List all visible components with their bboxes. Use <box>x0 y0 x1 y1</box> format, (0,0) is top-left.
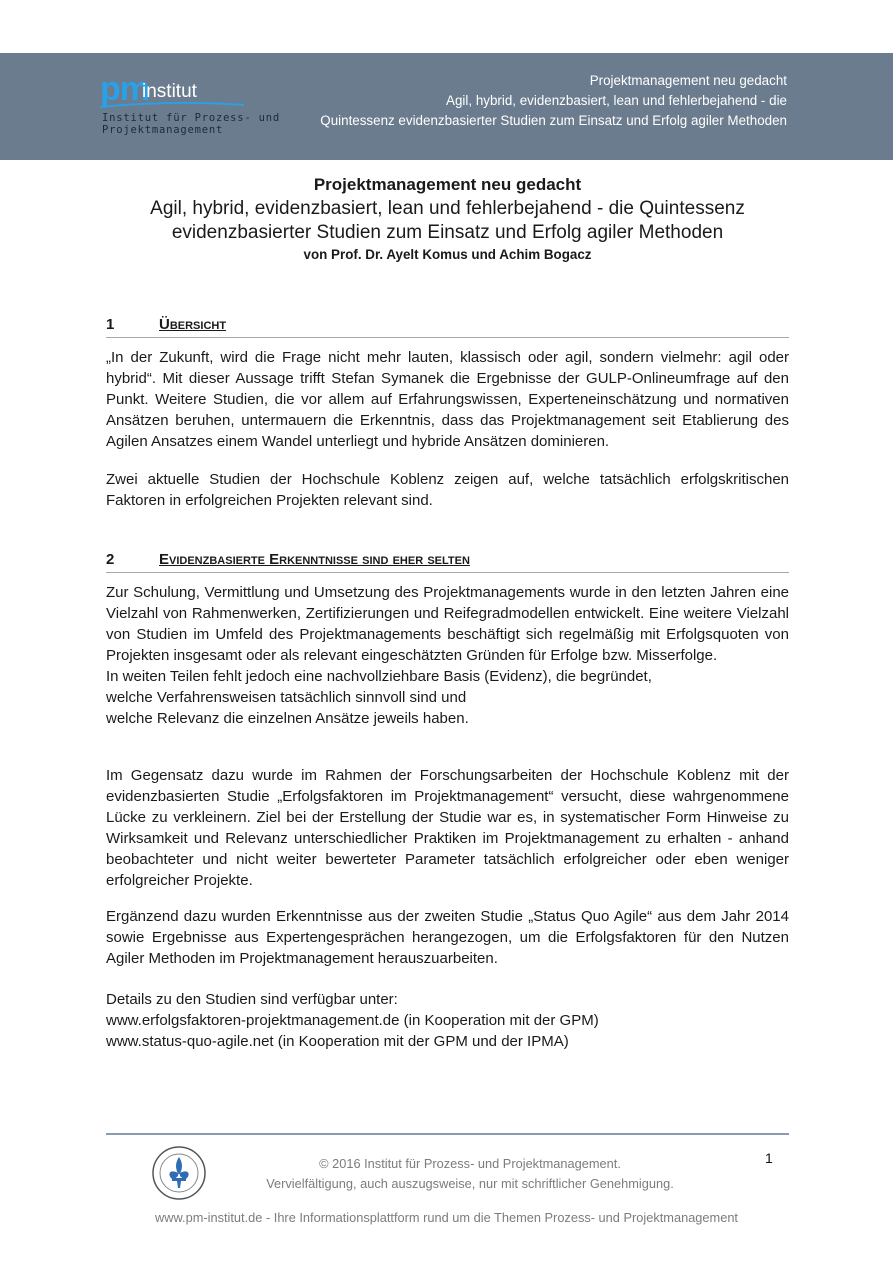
text-line: eine Vielzahl von Rahmenwerken, Zertifizierungen und Reifegradmodellen entwickelt. Eine weitere <box>106 584 789 622</box>
paragraph <box>106 347 789 452</box>
text-line: sowie Ergebnisse aus Expertengesprächen herangezogen, um die Erfolgsfaktoren für den Nutzen <box>106 929 789 946</box>
logo-swoosh-icon <box>100 102 244 108</box>
text-line: Agiler Methoden im Projektmanagement herauszuarbeiten. <box>106 950 498 967</box>
footer-divider <box>106 1133 789 1135</box>
text-line: Ergänzend dazu wurden Erkenntnisse aus der zweiten Studie „Status Quo Agile“ aus dem Jahr 2014 <box>106 908 789 925</box>
page-title: Projektmanagement neu gedacht <box>313 175 582 194</box>
page-subtitle-line: Agil, hybrid, evidenzbasiert, lean und fehlerbejahend - die Quintessenz <box>150 198 745 219</box>
header-title-line: Projektmanagement neu gedacht <box>589 73 787 88</box>
footer-website-line[interactable]: www.pm-institut.de - Ihre Informationsplattform rund um die Themen Prozess- und Projektmanagement <box>155 1210 738 1225</box>
page-subtitle-line: evidenzbasierter Studien zum Einsatz und Erfolg agiler Methoden <box>171 222 724 243</box>
text-line: Punkt. Weitere Studien, die vor allem auf Erfahrungswissen, Experteneinschätzung und normativen <box>106 391 789 408</box>
text-line: Im Gegensatz dazu wurde im Rahmen der Forschungsarbeiten der Hochschule Koblenz mit der <box>106 767 789 784</box>
text-line: Erfolgsquoten von Projekten insgesamt oder als relevant eingeschätzten Gründen für Erfolge bzw. <box>106 626 789 664</box>
study-link-erfolgsfaktoren[interactable]: www.erfolgsfaktoren-projektmanagement.de (in Kooperation mit der GPM) <box>106 1012 599 1029</box>
header-title-line: Agil, hybrid, evidenzbasiert, lean und fehlerbejahend - die <box>446 93 787 108</box>
text-line: Wirksamkeit und Relevanz unterschiedlicher Praktiken im Projektmanagement zu erhalten - anhand <box>106 830 789 847</box>
text-line: Agilen Ansatzes einem Wandel unterliegt und hybride Ansätzen dominieren. <box>106 433 610 450</box>
section-title: Übersicht <box>159 316 227 333</box>
text-line: Ansätzen beruhen, untermauern die Erkenntnis, dass das Projektmanagement seit Etablierung des <box>106 412 789 429</box>
text-line: Zur Schulung, Vermittlung und Umsetzung des Projektmanagements wurde in den letzten Jahren <box>106 584 761 601</box>
text-line: beobachteter und nicht weiter bewerteter Parameter tatsächlich erfolgreicher oder eben weniger <box>106 851 789 868</box>
header-title-line: Quintessenz evidenzbasierter Studien zum Einsatz und Erfolg agiler Methoden <box>320 113 787 128</box>
section-number: 1 <box>106 316 115 333</box>
text-line: In weiten Teilen fehlt jedoch eine nachvollziehbare Basis (Evidenz), die begründet, <box>106 668 652 685</box>
pm-institut-logo[interactable] <box>100 70 281 152</box>
copyright-text: © 2016 Institut für Prozess- und Projektmanagement. <box>319 1156 621 1171</box>
author-line: von Prof. Dr. Ayelt Komus und Achim Bogacz <box>303 247 592 262</box>
logo-subtitle-line: Projektmanagement <box>102 124 224 136</box>
text-line: Details zu den Studien sind verfügbar unter: <box>106 991 398 1008</box>
page-number: 1 <box>765 1150 773 1166</box>
text-line: hybrid“. Mit dieser Aussage trifft Stefan Symanek die Ergebnisse der GULP-Onlineumfrage auf den <box>106 370 789 387</box>
section-heading-1 <box>106 315 789 338</box>
logo-institut-text: institut <box>142 81 197 102</box>
paragraph <box>106 765 789 891</box>
paragraph-links <box>106 989 789 1052</box>
text-line: Vielzahl von Studien im Umfeld des Projektmanagements beschäftigt sich regelmäßig mit <box>106 605 789 643</box>
text-line: evidenzbasierten Studie „Erfolgsfaktoren im Projektmanagement“ versucht, diese wahrgenommene <box>106 788 789 805</box>
seal-fleur-de-lis-icon <box>151 1145 207 1201</box>
text-line: „In der Zukunft, wird die Frage nicht mehr lauten, klassisch oder agil, sondern vielmehr: agil oder <box>106 349 789 366</box>
document-title-block <box>106 173 789 265</box>
text-line: welche Verfahrensweisen tatsächlich sinnvoll sind und <box>106 689 467 706</box>
text-line: Misserfolge. <box>636 647 718 664</box>
study-link-status-quo-agile[interactable]: www.status-quo-agile.net (in Kooperation mit der GPM und der IPMA) <box>106 1033 569 1050</box>
logo-pm-text: pm <box>100 70 149 108</box>
paragraph <box>106 906 789 969</box>
reproduction-notice: Vervielfältigung, auch auszugsweise, nur mit schriftlicher Genehmigung. <box>266 1176 674 1191</box>
text-line: Faktoren in erfolgreichen Projekten relevant sind. <box>106 492 433 509</box>
paragraph <box>106 582 789 729</box>
text-line: Zwei aktuelle Studien der Hochschule Koblenz zeigen auf, welche tatsächlich erfolgskritischen <box>106 471 789 488</box>
paragraph <box>106 469 789 511</box>
section-title: Evidenzbasierte Erkenntnisse sind eher selten <box>159 551 470 568</box>
section-number: 2 <box>106 551 115 568</box>
footer-copyright <box>220 1154 720 1194</box>
section-heading-2 <box>106 550 789 573</box>
logo-subtitle <box>102 112 280 136</box>
logo-subtitle-line: Institut für Prozess- und <box>102 112 281 124</box>
text-line: Lücke zu verkleinern. Ziel bei der Erstellung der Studie war es, in systematischer Form Hinweise zu <box>106 809 789 826</box>
text-line: erfolgreicher Projekte. <box>106 872 253 889</box>
header-document-title <box>320 71 787 131</box>
text-line: welche Relevanz die einzelnen Ansätze jeweils haben. <box>106 710 469 727</box>
